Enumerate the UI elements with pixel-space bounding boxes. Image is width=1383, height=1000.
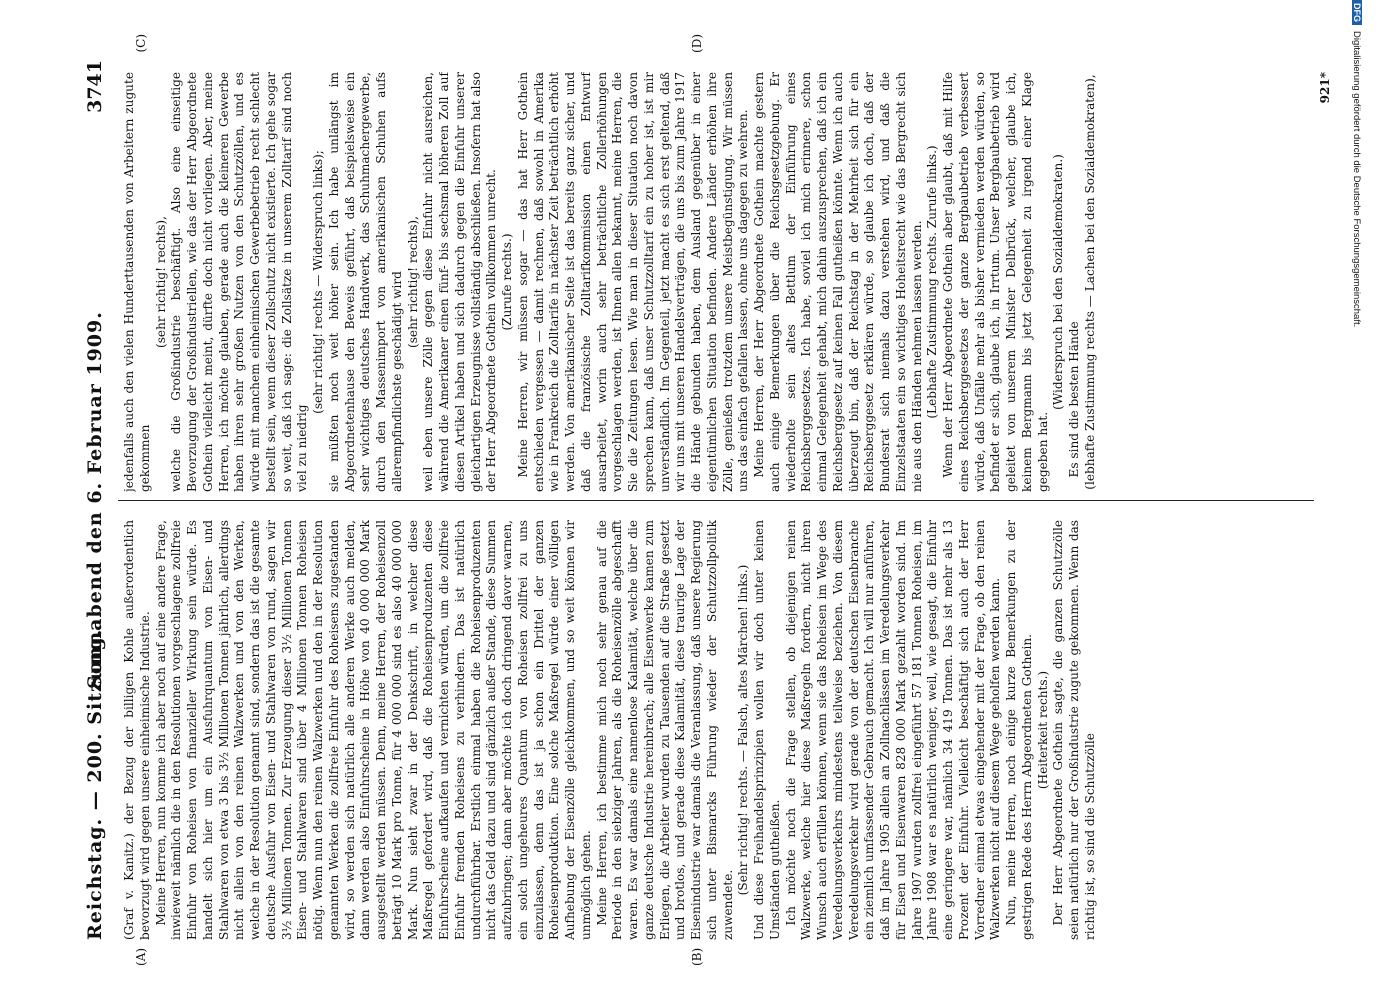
paragraph: Meine Herren, wir müssen sogar — das hat Herr Gothein entschieden vergessen — damit rechnen, daß sowohl in Amerika wie in Frankreich die Zolltarife in nächster Zeit beträchtlich erhöht werden. Von amerikanischer Seite ist das bereits ganz sicher, und daß die französische Zolltarifkommission einen Entwurf ausarbeitet, worin auch sehr beträchtliche Zollerhöhungen vorgeschlagen werden, ist Ihnen allen bekannt, meine Herren, die Sie die Zeitungen lesen. Wie man in dieser Situation noch davon sprechen kann, daß unser Schutzzolltarif ein zu hoher ist, ist mir unverständlich. Im Gegenteil, jetzt macht es sich erst geltend, daß wir uns mit unseren Handelsverträgen, die uns bis zum Jahre 1917 die Hände gebunden haben, dem Ausland gegenüber in einer eigentümlichen Situation befinden. Andere Länder erhöhen ihre Zölle, genießen trotzdem unsere Meistbegünstigung. Wir müssen uns das einfach gefallen lassen, ohne uns dagegen zu wehren. bbox=[515, 72, 750, 492]
paragraph: Der Herr Abgeordnete Gothein sagte, die ganzen Schutzzölle seien natürlich nur der Großindustrie zugute gekommen. Wenn das richtig ist, so sind die Schutzzölle bbox=[1050, 520, 1097, 940]
paragraph: Ich möchte noch die Frage stellen, ob diejenigen reinen Walzwerke, welche hier diese Maßregeln fordern, nicht ihren Wunsch auch erfüllen können, wenn sie das Roheisen im Wege des Veredelungsverkehrs mindestens teilweise beziehen. Von diesem Veredelungsverkehr wird gerade von der deutschen Eisenbranche ein ziemlich umfassender Gebrauch gemacht. Ich will nur anführen, daß im Jahre 1905 allein an Zollnachlässen im Veredelungsverkehr für Eisen und Eisenwaren 828 000 Mark gezahlt worden sind. Im Jahre 1907 wurden zollfrei eingeführt 57 181 Tonnen Roheisen, im Jahre 1908 war es natürlich weniger, weil, wie gesagt, die Einfuhr eine geringere war, nämlich 34 419 Tonnen. Das ist mehr als 13 Prozent der Einfuhr. Vielleicht beschäftigt sich auch der Herr Vorredner einmal etwas eingehender mit der Frage, ob den reinen Walzwerken nicht auf diesem Wege geholfen werden kann. bbox=[783, 520, 1002, 940]
margin-mark-b: (B) bbox=[689, 947, 704, 966]
newspaper-page bbox=[42, 20, 1342, 980]
digitization-note bbox=[1348, 0, 1362, 1000]
interjection: (sehr richtig! rechts), bbox=[153, 216, 167, 349]
column-divider bbox=[118, 500, 1314, 501]
header-center: Sonnabend den 6. Februar 1909. bbox=[83, 311, 106, 689]
interjection: (sehr richtig! rechts — Widerspruch links); bbox=[310, 150, 325, 414]
interjection: (sehr richtig! rechts), bbox=[405, 216, 419, 349]
paragraph: Meine Herren, nun komme ich aber noch auf eine andere Frage, inwieweit nämlich die in den Resolutionen vorgeschlagene zollfreie Einfuhr von Roheisen von finanzieller Wirkung sein würde. Es handelt sich hier um ein Ausfuhrquantum von Eisen- und Stahlwaren von etwa 3 bis 3½ Millionen Tonnen jährlich, allerdings nicht allein von den reinen Walzwerken und von den Werken, welche in der Resolution genannt sind, sondern das ist die gesamte deutsche Ausfuhr von Eisen- und Stahlwaren von rund, sagen wir 3½ Millionen Tonnen. Zur Erzeugung dieser 3½ Millionen Tonnen Eisen- und Stahlwaren sind über 4 Millionen Tonnen Roheisen nötig. Wenn nun den reinen Walzwerken und den in der Resolution genannten Werken die zollfreie Einfuhr des Roheisens zugestanden wird, so werden sich natürlich alle anderen Werke auch melden, dann werden also Einfuhrscheine in Höhe von 40 000 000 Mark ausgestellt werden müssen. Denn, meine Herren, der Roheisenzoll beträgt 10 Mark pro Tonne, für 4 000 000 sind es also 40 000 000 Mark. Nun sieht zwar in der Denkschrift, in welcher diese Maßregel gefordert wird, daß die Roheisenproduzenten diese Einfuhrscheine aufkaufen und vernichten würden, um die zollfreie Einfuhr fremden Roheisens zu verhindern. Das ist natürlich undurchführbar. Erstlich einmal haben die Roheisenproduzenten nicht das Geld dazu und sind gänzlich außer Stande, diese Summen aufzubringen; dann aber möchte ich doch dringend davor warnen, ein solch ungeheures Quantum von Roheisen zollfrei zu uns einzulassen, denn das ist ja schon ein Drittel der ganzen Roheisenproduktion. Eine solche Maßregel würde einer völligen Aufhebung der Eisenzölle gleichkommen, und so weit können wir unmöglich gehen. bbox=[153, 520, 593, 940]
left-column bbox=[122, 520, 1306, 940]
paragraph: sie müßten noch weit höher sein. Ich habe unlängst im Abgeordnetenhause den Beweis geführt, daß beispielsweise ein sehr wichtiges deutsches Handwerk, das Schuhmachergewerbe, durch den Massenimport von amerikanischen Schuhen aufs allerempfindlichste geschädigt wird bbox=[326, 72, 404, 492]
footer-page-code: 921* bbox=[1317, 72, 1332, 104]
interjection: (lebhafte Zustimmung rechts — Lachen bei den Sozialdemokraten), bbox=[1082, 74, 1097, 490]
interjection: (Zurufe rechts.) bbox=[499, 233, 514, 331]
paragraph: (Graf v. Kanitz.) der Bezug der billigen Kohle außerordentlich bevorzugt wird gegen unsere einheimische Industrie. bbox=[121, 520, 152, 940]
right-column bbox=[122, 72, 1306, 492]
paragraph: welche die Großindustrie beschäftigt. Also eine einseitige Bevorzugung der Großindustriellen, wie das der Herr Abgeordnete Gothein vielleicht meint, dürfte doch nicht vorliegen. Aber, meine Herren, ich möchte glauben, gerade auch die kleineren Gewerbe haben ihren sehr großen Nutzen von den Schutzzöllen, und es würde mit manchem einheimischen Gewerbebetrieb recht schlecht bestellt sein, wenn dieser Zollschutz nicht existierte. Ich gehe sogar so weit, daß ich sage: die Zollsätze in unserem Zolltarif sind noch viel zu niedrig bbox=[168, 72, 309, 492]
interjection: (Widerspruch bei den Sozialdemokraten.) bbox=[1050, 154, 1065, 410]
dfg-logo: DFG bbox=[1352, 0, 1362, 25]
interjection: (Sehr richtig! rechts. — Falsch, altes Märchen! links.) bbox=[735, 564, 750, 896]
paragraph: Und diese Freihandelsprinzipien wollen wir doch unter keinen Umständen gutheißen. bbox=[751, 520, 782, 940]
paragraph: Meine Herren, der Herr Abgeordnete Gothein machte gestern auch einige Bemerkungen über die Reichsgesetzgebung. Er wiederholte sein altes Bettlum der Einführung eines Reichsberggesetzes. Ich habe, soviel ich mich erinnere, schon einmal Gelegenheit gehabt, mich dahin auszusprechen, daß ich ein Reichsberggesetz auf keinen Fall gutheißen könnte. Wenn ich auch überzeugt bin, daß der Reichstag in der Mehrheit sich für ein Reichsberggesetz erklären würde, so glaube ich doch, daß der Bundesrat sich niemals dazu verstehen wird, und daß die Einzelstaaten ein so wichtiges Hoheitsrecht wie das Bergrecht sich nie aus den Händen nehmen lassen werden. bbox=[751, 72, 923, 492]
paragraph: jedenfalls auch den vielen Hunderttausenden von Arbeitern zugute gekommen bbox=[121, 72, 152, 492]
paragraph: Nun, meine Herren, noch einige kurze Bemerkungen zu der gestrigen Rede des Herrn Abgeordneten Gothein. bbox=[1003, 520, 1034, 940]
margin-mark-d: (D) bbox=[689, 34, 704, 53]
paragraph: Meine Herren, ich bestimme mich noch sehr genau auf die Periode in den siebziger Jahren, als die Roheisenzölle abgeschafft waren. Es war damals eine namenlose Kalamität, welche über die ganze deutsche Industrie hereinbrach; alle Eisenwerke kamen zum Erliegen, die Arbeiter wurden zu Tausenden auf die Straße gesetzt und brotlos, und gerade diese Kalamität, diese traurige Lage der Eisenindustrie war damals die Veranlassung, daß unsere Regierung sich unter Bismarcks Führung wieder der Schutzzollpolitik zuwendete. bbox=[594, 520, 734, 940]
interjection: (Lebhafte Zustimmung rechts. Zurufe links.) bbox=[924, 145, 939, 419]
margin-mark-a: (A) bbox=[133, 947, 148, 966]
paragraph: Wenn der Herr Abgeordnete Gothein aber glaubt, daß mit Hilfe eines Reichsberggesetzes der ganze Bergbaubetrieb verbessert würde, daß Unfälle mehr als bisher vermieden werden würden, so befindet er sich, glaube ich, in Irrtum. Unser Bergbaubetrieb wird geleitet von unserem Minister Delbrück, welcher, glaube ich, keinem Bergmann bis jetzt Gelegenheit zu irgend einer Klage gegeben hat. bbox=[940, 72, 1049, 492]
running-head bbox=[84, 60, 112, 940]
paragraph: weil eben unsere Zölle gegen diese Einfuhr nicht ausreichen, während die Amerikaner einen fünf- bis sechsmal höheren Zoll auf diesen Artikel haben und sich dadurch gegen die Einfuhr unserer gleichartigen Erzeugnisse vollständig abschließen. Insofern hat also der Herr Abgeordnete Gothein vollkommen unrecht. bbox=[420, 72, 498, 492]
header-left: Reichstag. — 200. Sitzung. bbox=[83, 628, 106, 940]
paragraph: Es sind die besten Hände bbox=[1066, 321, 1081, 478]
margin-mark-c: (C) bbox=[133, 34, 148, 53]
digitization-text: Digitalisierung gefördert durch die Deutsche Forschungsgemeinschaft. bbox=[1351, 31, 1362, 328]
page-number: 3741 bbox=[83, 60, 106, 113]
interjection: (Heiterkeit rechts.) bbox=[1035, 670, 1049, 790]
